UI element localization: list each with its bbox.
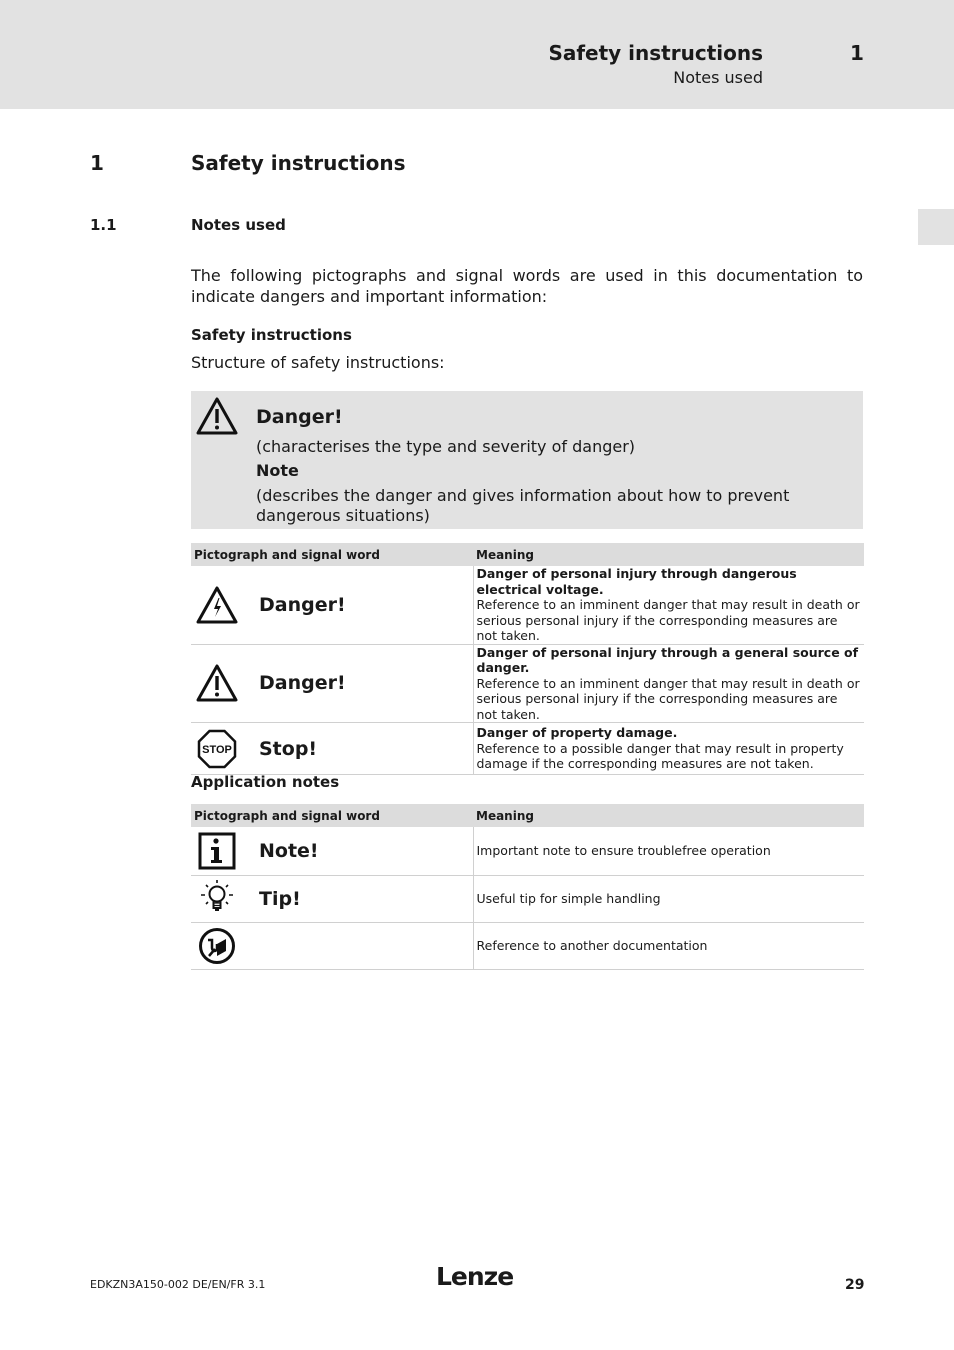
table-header-row <box>191 543 864 566</box>
signal-word: Tip! <box>259 887 301 910</box>
subsection-title: Notes used <box>191 216 286 234</box>
meaning-title: Danger of personal injury through dangerous electrical voltage. <box>476 566 797 597</box>
page-number: 29 <box>845 1277 865 1293</box>
application-pictograph-table <box>191 804 864 970</box>
danger-box-description: (describes the danger and gives information about how to prevent dangerous situations) <box>256 486 790 525</box>
lenze-logo: Lenze <box>436 1262 514 1291</box>
safety-instructions-heading: Safety instructions <box>191 326 352 344</box>
column-header: Pictograph and signal word <box>191 804 473 827</box>
signal-word: Danger! <box>259 672 346 695</box>
danger-structure-box <box>191 391 863 529</box>
meaning-text: Reference to a possible danger that may result in property damage if the corresponding measures are not taken. <box>476 740 844 772</box>
meaning-cell: Useful tip for simple handling <box>473 875 864 922</box>
header-chapter-number: 1 <box>850 41 864 65</box>
table-row <box>191 566 864 644</box>
section-title: Safety instructions <box>191 151 406 175</box>
pictograph-cell <box>191 723 473 775</box>
signal-word: Danger! <box>259 593 346 616</box>
header-title: Safety instructions <box>548 41 763 65</box>
section-number: 1 <box>90 151 104 175</box>
general-danger-warning-icon <box>195 663 239 703</box>
table-row <box>191 723 864 775</box>
meaning-cell: Reference to another documentation <box>473 922 864 969</box>
warning-triangle-icon <box>195 396 239 440</box>
intro-paragraph: The following pictographs and signal words are used in this documentation to indicate dangers and important information: <box>191 266 863 306</box>
meaning-title: Danger of personal injury through a general source of danger. <box>476 644 859 675</box>
meaning-text: Reference to an imminent danger that may result in death or serious personal injury if the corresponding measures are not taken. <box>476 675 860 722</box>
pictograph-cell <box>191 922 473 969</box>
document-code: EDKZN3A150-002 DE/EN/FR 3.1 <box>90 1278 266 1291</box>
meaning-cell: Important note to ensure troublefree operation <box>473 827 864 875</box>
meaning-cell <box>473 723 864 775</box>
pictograph-cell <box>191 827 473 875</box>
danger-box-note-label: Note <box>256 461 299 480</box>
signal-word: Stop! <box>259 737 318 760</box>
table-header-row <box>191 804 864 827</box>
header-subtitle: Notes used <box>673 68 763 87</box>
column-header: Meaning <box>473 804 864 827</box>
table-row <box>191 644 864 723</box>
meaning-cell <box>473 644 864 723</box>
page-header-band <box>0 0 954 109</box>
info-note-icon <box>195 831 239 871</box>
meaning-text: Reference to an imminent danger that may result in death or serious personal injury if the corresponding measures are not taken. <box>476 597 860 643</box>
subsection-number: 1.1 <box>90 216 117 234</box>
structure-line: Structure of safety instructions: <box>191 353 445 372</box>
table-row <box>191 827 864 875</box>
application-notes-heading: Application notes <box>191 773 340 791</box>
column-header: Meaning <box>473 543 864 566</box>
safety-pictograph-table <box>191 543 864 775</box>
light-bulb-tip-icon <box>195 879 239 919</box>
meaning-title: Danger of property damage. <box>476 725 678 741</box>
meaning-cell <box>473 566 864 644</box>
pictograph-cell <box>191 875 473 922</box>
table-row <box>191 875 864 922</box>
chapter-tab-marker <box>918 209 954 245</box>
danger-box-type-line: (characterises the type and severity of danger) <box>256 437 636 456</box>
column-header: Pictograph and signal word <box>191 543 473 566</box>
danger-box-title: Danger! <box>256 406 343 428</box>
reference-documentation-icon <box>195 926 239 966</box>
electrical-voltage-warning-icon <box>195 585 239 625</box>
signal-word: Note! <box>259 839 319 862</box>
pictograph-cell <box>191 566 473 644</box>
pictograph-cell <box>191 644 473 723</box>
stop-octagon-icon <box>195 729 239 769</box>
table-row <box>191 922 864 969</box>
stop-icon-label: STOP <box>202 743 232 756</box>
